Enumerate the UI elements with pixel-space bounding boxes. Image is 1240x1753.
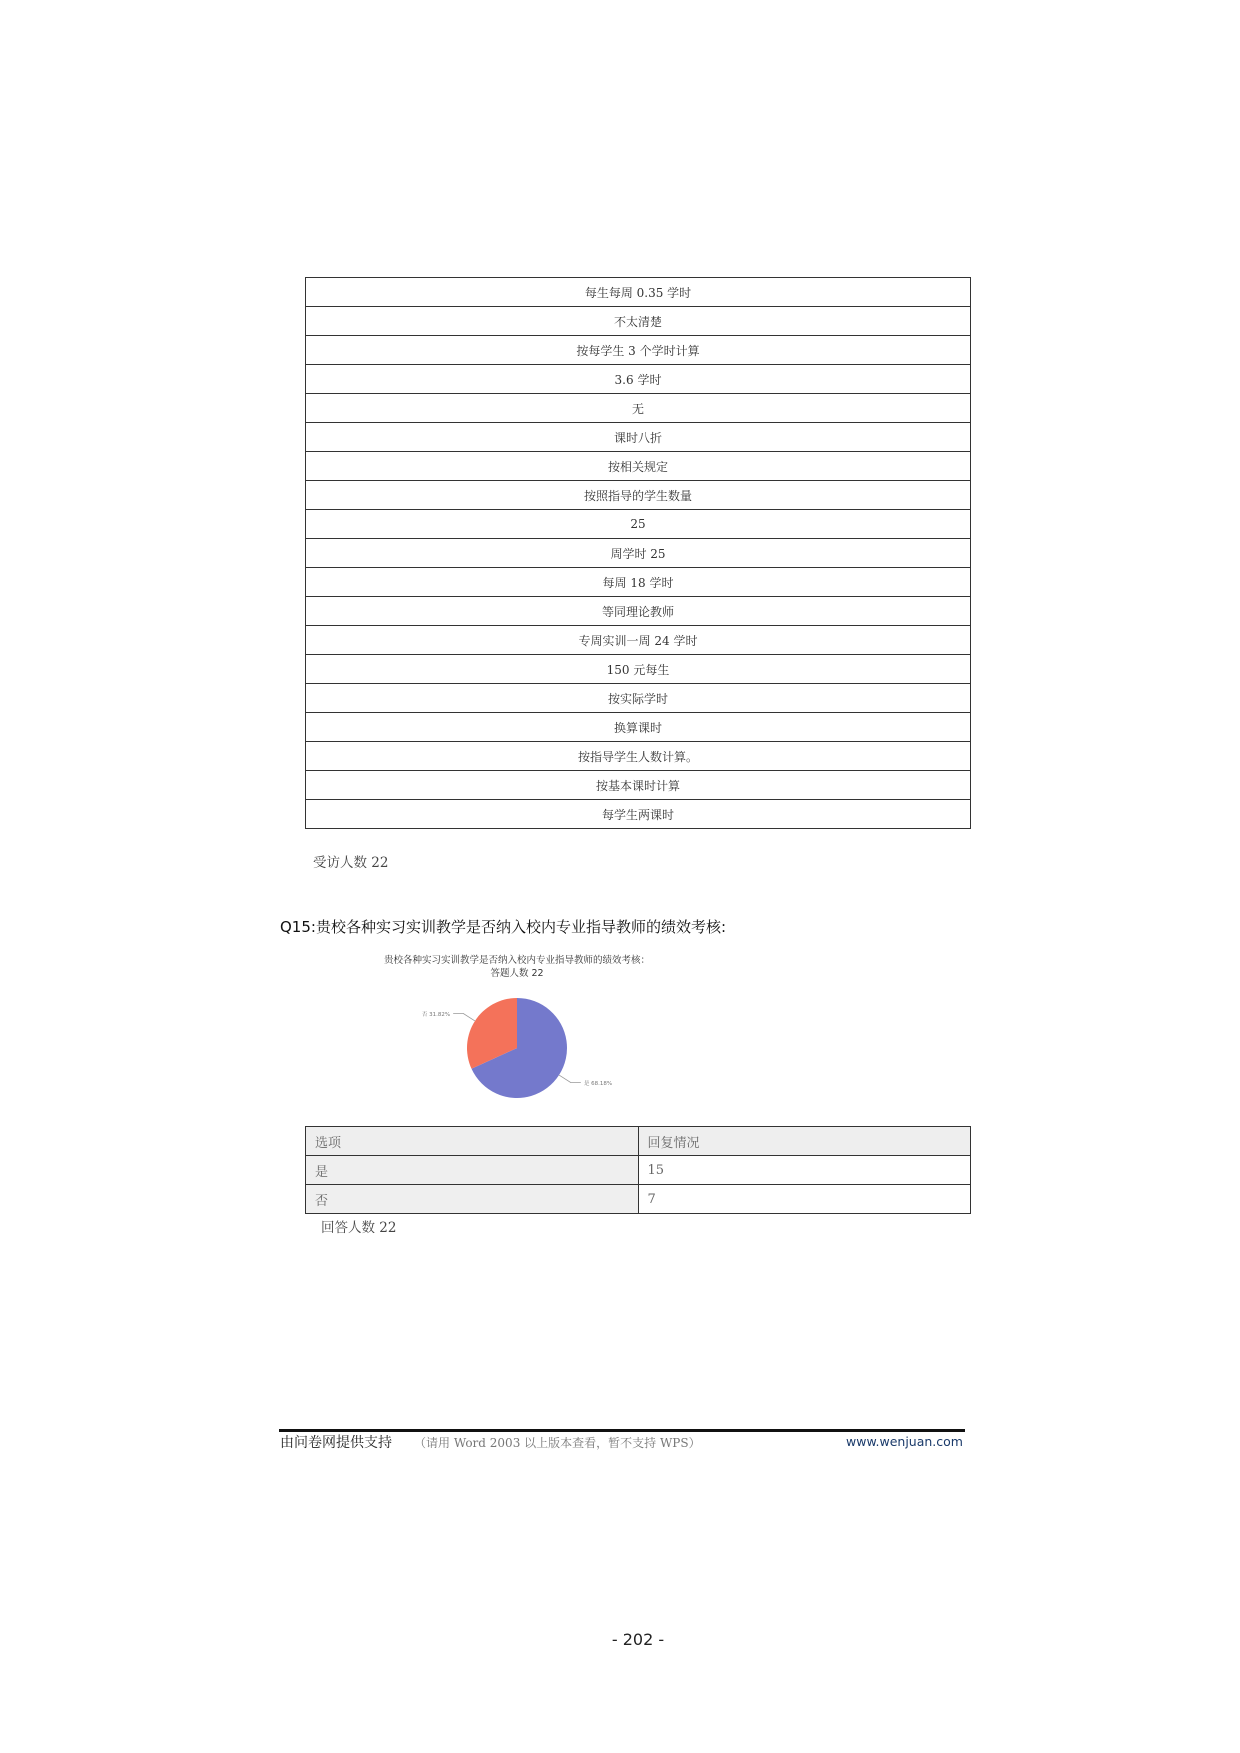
option-cell: 是	[306, 1156, 639, 1185]
table-row	[306, 423, 971, 452]
answer-cell: 25	[306, 510, 971, 539]
table-row	[306, 452, 971, 481]
table-row	[306, 539, 971, 568]
table-row	[306, 626, 971, 655]
answer-cell: 按照指导的学生数量	[306, 481, 971, 510]
answer-cell: 按实际学时	[306, 684, 971, 713]
respondents-count: 受访人数 22	[313, 855, 389, 871]
answer-cell: 150 元每生	[306, 655, 971, 684]
table-row	[306, 771, 971, 800]
pie-chart	[370, 948, 690, 1108]
table-header-row	[306, 1127, 971, 1156]
header-option: 选项	[306, 1127, 639, 1156]
answer-cell: 每生每周 0.35 学时	[306, 278, 971, 307]
answer-cell: 3.6 学时	[306, 365, 971, 394]
table-row	[306, 1185, 971, 1214]
chart-title: 贵校各种实习实训教学是否纳入校内专业指导教师的绩效考核：	[383, 955, 651, 966]
footer-note: （请用 Word 2003 以上版本查看，暂不支持 WPS）	[414, 1436, 701, 1450]
table-row	[306, 597, 971, 626]
table-row	[306, 481, 971, 510]
header-response: 回复情况	[638, 1127, 971, 1156]
option-cell: 否	[306, 1185, 639, 1214]
footer-url[interactable]: www.wenjuan.com	[846, 1434, 963, 1449]
table-row	[306, 800, 971, 829]
result-table	[305, 1126, 971, 1214]
table-row	[306, 394, 971, 423]
question-title: Q15:贵校各种实习实训教学是否纳入校内专业指导教师的绩效考核:	[280, 918, 727, 936]
table-row	[306, 655, 971, 684]
answer-cell: 按相关规定	[306, 452, 971, 481]
table-row	[306, 510, 971, 539]
table-row	[306, 307, 971, 336]
footer-brand: 由问卷网提供支持	[280, 1435, 392, 1451]
chart-subtitle: 答题人数 22	[490, 968, 544, 979]
answer-cell: 按每学生 3 个学时计算	[306, 336, 971, 365]
table-row	[306, 713, 971, 742]
answer-cell: 换算课时	[306, 713, 971, 742]
answer-cell: 按指导学生人数计算。	[306, 742, 971, 771]
answer-cell: 课时八折	[306, 423, 971, 452]
answer-cell: 等同理论教师	[306, 597, 971, 626]
table-row	[306, 684, 971, 713]
table-row	[306, 278, 971, 307]
count-cell: 15	[638, 1156, 971, 1185]
answer-cell: 无	[306, 394, 971, 423]
pie-leader-line	[453, 1013, 475, 1021]
table-row	[306, 1156, 971, 1185]
pie-leader-line	[559, 1075, 581, 1083]
table-row	[306, 336, 971, 365]
count-cell: 7	[638, 1185, 971, 1214]
table-row	[306, 365, 971, 394]
answer-cell: 每周 18 学时	[306, 568, 971, 597]
answer-count: 回答人数 22	[321, 1220, 397, 1236]
table-row	[306, 568, 971, 597]
open-answers-table	[305, 277, 971, 829]
answer-cell: 按基本课时计算	[306, 771, 971, 800]
answer-cell: 周学时 25	[306, 539, 971, 568]
answer-cell: 不太清楚	[306, 307, 971, 336]
table-row	[306, 742, 971, 771]
pie-label: 否 31.82%	[421, 1011, 451, 1018]
answer-cell: 每学生两课时	[306, 800, 971, 829]
page-number: - 202 -	[611, 1630, 665, 1649]
answer-cell: 专周实训一周 24 学时	[306, 626, 971, 655]
pie-label: 是 68.18%	[583, 1081, 613, 1088]
